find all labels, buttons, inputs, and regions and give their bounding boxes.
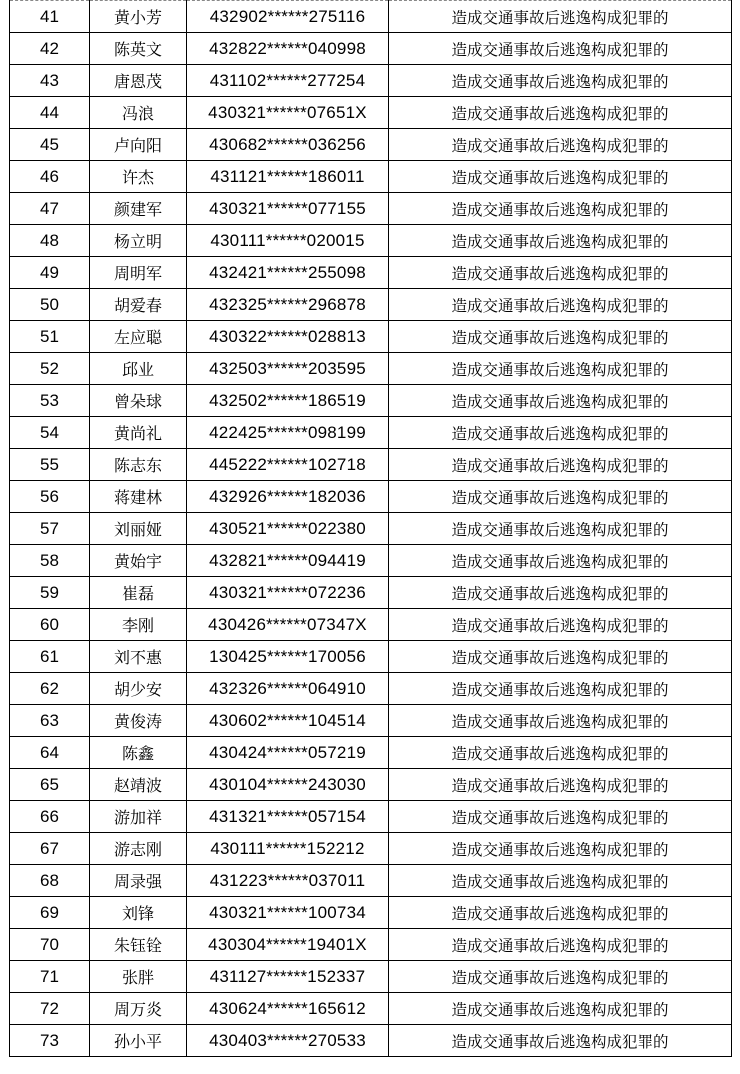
row-number: 43: [10, 65, 90, 97]
id-number: 430321******07651X: [187, 97, 389, 129]
person-name: 黄尚礼: [90, 417, 187, 449]
table-row: [10, 33, 732, 65]
table-row: [10, 65, 732, 97]
person-name: 陈鑫: [90, 737, 187, 769]
table-row: [10, 161, 732, 193]
table-row: [10, 129, 732, 161]
id-number: 430682******036256: [187, 129, 389, 161]
id-number: 432503******203595: [187, 353, 389, 385]
person-name: 游加祥: [90, 801, 187, 833]
table-row: [10, 385, 732, 417]
row-number: 58: [10, 545, 90, 577]
person-name: 陈英文: [90, 33, 187, 65]
violation-reason: 造成交通事故后逃逸构成犯罪的: [389, 1, 732, 33]
row-number: 66: [10, 801, 90, 833]
id-number: 430426******07347X: [187, 609, 389, 641]
id-number: 432325******296878: [187, 289, 389, 321]
violation-reason: 造成交通事故后逃逸构成犯罪的: [389, 449, 732, 481]
row-number: 70: [10, 929, 90, 961]
person-name: 刘丽娅: [90, 513, 187, 545]
person-name: 卢向阳: [90, 129, 187, 161]
table-row: [10, 97, 732, 129]
id-number: 430602******104514: [187, 705, 389, 737]
offender-table: [9, 0, 732, 1057]
id-number: 430104******243030: [187, 769, 389, 801]
person-name: 刘锋: [90, 897, 187, 929]
row-number: 49: [10, 257, 90, 289]
person-name: 胡爱春: [90, 289, 187, 321]
person-name: 朱钰铨: [90, 929, 187, 961]
person-name: 赵靖波: [90, 769, 187, 801]
person-name: 黄始宇: [90, 545, 187, 577]
table-row: [10, 673, 732, 705]
table-row: [10, 417, 732, 449]
row-number: 72: [10, 993, 90, 1025]
row-number: 64: [10, 737, 90, 769]
id-number: 432502******186519: [187, 385, 389, 417]
id-number: 432902******275116: [187, 1, 389, 33]
violation-reason: 造成交通事故后逃逸构成犯罪的: [389, 161, 732, 193]
table-row: [10, 193, 732, 225]
table-row: [10, 289, 732, 321]
id-number: 430624******165612: [187, 993, 389, 1025]
row-number: 50: [10, 289, 90, 321]
violation-reason: 造成交通事故后逃逸构成犯罪的: [389, 801, 732, 833]
id-number: 430321******077155: [187, 193, 389, 225]
violation-reason: 造成交通事故后逃逸构成犯罪的: [389, 609, 732, 641]
violation-reason: 造成交通事故后逃逸构成犯罪的: [389, 577, 732, 609]
violation-reason: 造成交通事故后逃逸构成犯罪的: [389, 545, 732, 577]
violation-reason: 造成交通事故后逃逸构成犯罪的: [389, 833, 732, 865]
table-row: [10, 353, 732, 385]
person-name: 周录强: [90, 865, 187, 897]
person-name: 黄俊涛: [90, 705, 187, 737]
row-number: 60: [10, 609, 90, 641]
violation-reason: 造成交通事故后逃逸构成犯罪的: [389, 385, 732, 417]
row-number: 67: [10, 833, 90, 865]
row-number: 68: [10, 865, 90, 897]
violation-reason: 造成交通事故后逃逸构成犯罪的: [389, 673, 732, 705]
id-number: 430424******057219: [187, 737, 389, 769]
table-row: [10, 545, 732, 577]
violation-reason: 造成交通事故后逃逸构成犯罪的: [389, 129, 732, 161]
table-row: [10, 609, 732, 641]
id-number: 430304******19401X: [187, 929, 389, 961]
violation-reason: 造成交通事故后逃逸构成犯罪的: [389, 225, 732, 257]
row-number: 57: [10, 513, 90, 545]
violation-reason: 造成交通事故后逃逸构成犯罪的: [389, 897, 732, 929]
table-row: [10, 993, 732, 1025]
row-number: 71: [10, 961, 90, 993]
row-number: 56: [10, 481, 90, 513]
id-number: 431102******277254: [187, 65, 389, 97]
id-number: 431121******186011: [187, 161, 389, 193]
table-row: [10, 737, 732, 769]
row-number: 53: [10, 385, 90, 417]
violation-reason: 造成交通事故后逃逸构成犯罪的: [389, 737, 732, 769]
person-name: 杨立明: [90, 225, 187, 257]
row-number: 51: [10, 321, 90, 353]
row-number: 54: [10, 417, 90, 449]
person-name: 崔磊: [90, 577, 187, 609]
table-row: [10, 929, 732, 961]
violation-reason: 造成交通事故后逃逸构成犯罪的: [389, 257, 732, 289]
table-row: [10, 705, 732, 737]
violation-reason: 造成交通事故后逃逸构成犯罪的: [389, 289, 732, 321]
row-number: 46: [10, 161, 90, 193]
document-page: [9, 0, 731, 1057]
violation-reason: 造成交通事故后逃逸构成犯罪的: [389, 353, 732, 385]
violation-reason: 造成交通事故后逃逸构成犯罪的: [389, 193, 732, 225]
id-number: 432822******040998: [187, 33, 389, 65]
person-name: 唐恩茂: [90, 65, 187, 97]
person-name: 李刚: [90, 609, 187, 641]
table-row: [10, 257, 732, 289]
id-number: 422425******098199: [187, 417, 389, 449]
table-row: [10, 641, 732, 673]
id-number: 432821******094419: [187, 545, 389, 577]
violation-reason: 造成交通事故后逃逸构成犯罪的: [389, 417, 732, 449]
table-row: [10, 961, 732, 993]
id-number: 431223******037011: [187, 865, 389, 897]
person-name: 游志刚: [90, 833, 187, 865]
row-number: 61: [10, 641, 90, 673]
violation-reason: 造成交通事故后逃逸构成犯罪的: [389, 769, 732, 801]
person-name: 周万炎: [90, 993, 187, 1025]
violation-reason: 造成交通事故后逃逸构成犯罪的: [389, 513, 732, 545]
id-number: 432326******064910: [187, 673, 389, 705]
violation-reason: 造成交通事故后逃逸构成犯罪的: [389, 97, 732, 129]
violation-reason: 造成交通事故后逃逸构成犯罪的: [389, 321, 732, 353]
person-name: 邱业: [90, 353, 187, 385]
id-number: 430111******152212: [187, 833, 389, 865]
id-number: 430521******022380: [187, 513, 389, 545]
table-body: [10, 1, 732, 1057]
row-number: 47: [10, 193, 90, 225]
table-row: [10, 801, 732, 833]
row-number: 62: [10, 673, 90, 705]
violation-reason: 造成交通事故后逃逸构成犯罪的: [389, 65, 732, 97]
table-row: [10, 897, 732, 929]
table-row: [10, 513, 732, 545]
violation-reason: 造成交通事故后逃逸构成犯罪的: [389, 929, 732, 961]
id-number: 431321******057154: [187, 801, 389, 833]
row-number: 55: [10, 449, 90, 481]
row-number: 42: [10, 33, 90, 65]
violation-reason: 造成交通事故后逃逸构成犯罪的: [389, 865, 732, 897]
id-number: 432421******255098: [187, 257, 389, 289]
row-number: 48: [10, 225, 90, 257]
person-name: 刘不惠: [90, 641, 187, 673]
person-name: 曾朵球: [90, 385, 187, 417]
table-row: [10, 769, 732, 801]
id-number: 430111******020015: [187, 225, 389, 257]
id-number: 430322******028813: [187, 321, 389, 353]
person-name: 黄小芳: [90, 1, 187, 33]
violation-reason: 造成交通事故后逃逸构成犯罪的: [389, 481, 732, 513]
row-number: 69: [10, 897, 90, 929]
row-number: 73: [10, 1025, 90, 1057]
table-row: [10, 481, 732, 513]
row-number: 52: [10, 353, 90, 385]
table-row: [10, 577, 732, 609]
row-number: 41: [10, 1, 90, 33]
id-number: 130425******170056: [187, 641, 389, 673]
table-row: [10, 865, 732, 897]
person-name: 陈志东: [90, 449, 187, 481]
id-number: 432926******182036: [187, 481, 389, 513]
row-number: 44: [10, 97, 90, 129]
person-name: 胡少安: [90, 673, 187, 705]
table-row: [10, 449, 732, 481]
table-row: [10, 1025, 732, 1057]
table-row: [10, 225, 732, 257]
table-row: [10, 833, 732, 865]
id-number: 430321******100734: [187, 897, 389, 929]
id-number: 430403******270533: [187, 1025, 389, 1057]
person-name: 蒋建林: [90, 481, 187, 513]
violation-reason: 造成交通事故后逃逸构成犯罪的: [389, 705, 732, 737]
id-number: 431127******152337: [187, 961, 389, 993]
row-number: 63: [10, 705, 90, 737]
person-name: 孙小平: [90, 1025, 187, 1057]
table-row: [10, 1, 732, 33]
violation-reason: 造成交通事故后逃逸构成犯罪的: [389, 1025, 732, 1057]
person-name: 左应聪: [90, 321, 187, 353]
row-number: 45: [10, 129, 90, 161]
id-number: 445222******102718: [187, 449, 389, 481]
violation-reason: 造成交通事故后逃逸构成犯罪的: [389, 993, 732, 1025]
row-number: 59: [10, 577, 90, 609]
violation-reason: 造成交通事故后逃逸构成犯罪的: [389, 961, 732, 993]
table-row: [10, 321, 732, 353]
row-number: 65: [10, 769, 90, 801]
person-name: 周明军: [90, 257, 187, 289]
person-name: 许杰: [90, 161, 187, 193]
violation-reason: 造成交通事故后逃逸构成犯罪的: [389, 33, 732, 65]
person-name: 颜建军: [90, 193, 187, 225]
violation-reason: 造成交通事故后逃逸构成犯罪的: [389, 641, 732, 673]
id-number: 430321******072236: [187, 577, 389, 609]
person-name: 张胖: [90, 961, 187, 993]
person-name: 冯浪: [90, 97, 187, 129]
